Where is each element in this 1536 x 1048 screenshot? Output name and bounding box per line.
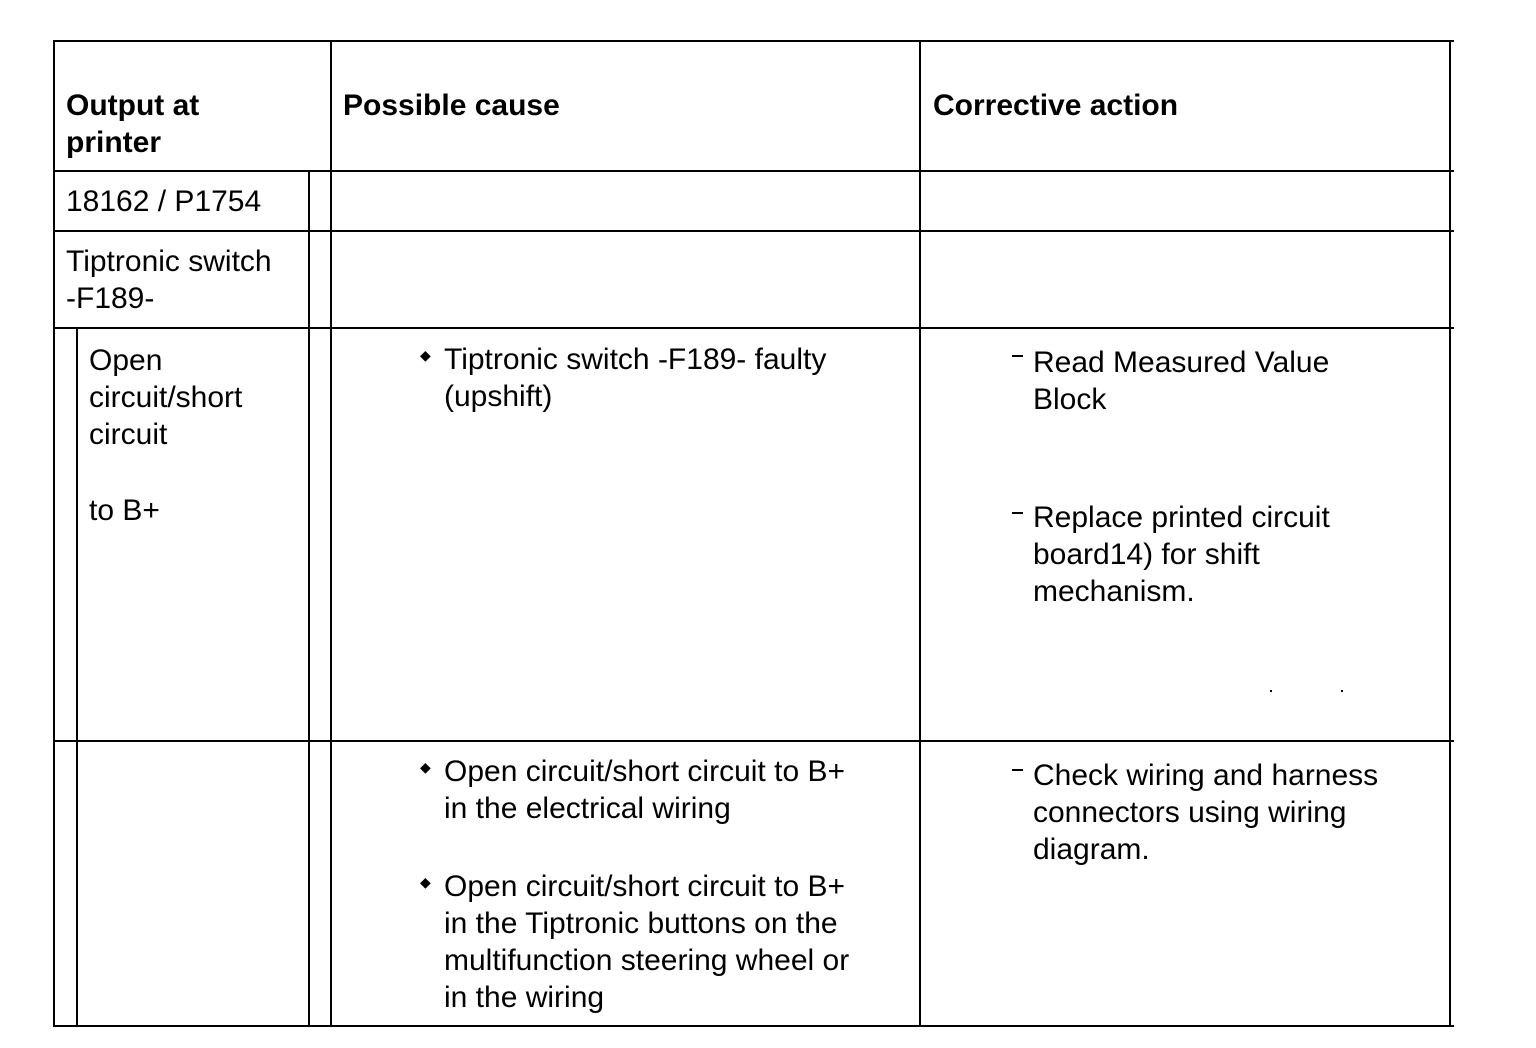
scan-speck [1270, 690, 1272, 692]
cause-item: Open circuit/short circuit to B+ in the electrical wiring [444, 755, 845, 825]
action-item: Replace printed circuit board14) for shift mechanism. [1033, 501, 1330, 608]
header-possible-cause: Possible cause [343, 89, 560, 122]
action-item: Read Measured Value Block [1033, 346, 1330, 416]
table-left-border [53, 40, 55, 1027]
table-bottom-border [53, 1025, 1454, 1027]
row-divider [53, 327, 1454, 329]
cause-item: Tiptronic switch -F189- faulty (upshift) [444, 343, 827, 413]
column-separator [330, 40, 332, 1027]
row-divider [53, 740, 1454, 742]
scan-speck [1341, 690, 1343, 692]
cause-item: Open circuit/short circuit to B+ in the Tiptronic buttons on the multifunction steering wheel or in the wiring [444, 870, 850, 1014]
column-separator [919, 40, 921, 1027]
action-item: Check wiring and harness connectors using wiring diagram. [1033, 759, 1379, 866]
header-output-at-printer: Output at printer [66, 89, 200, 159]
header-corrective-action: Corrective action [933, 89, 1179, 122]
table-right-border [1449, 40, 1451, 1027]
table-top-border [53, 40, 1454, 42]
column-separator [308, 170, 310, 1027]
dash-icon [1012, 512, 1023, 514]
dash-icon [1012, 355, 1023, 357]
bullet-icon: ◆ [420, 874, 431, 890]
indent-rule [76, 327, 78, 1027]
component-name: Tiptronic switch -F189- [66, 245, 272, 315]
header-bottom-border [53, 170, 1454, 172]
fault-type: Open circuit/short circuit [89, 344, 243, 451]
bullet-icon: ◆ [420, 347, 431, 363]
fault-code: 18162 / P1754 [66, 185, 262, 218]
fault-target: to B+ [89, 494, 160, 527]
bullet-icon: ◆ [420, 759, 431, 775]
dash-icon [1012, 769, 1023, 771]
row-divider [53, 230, 1454, 232]
